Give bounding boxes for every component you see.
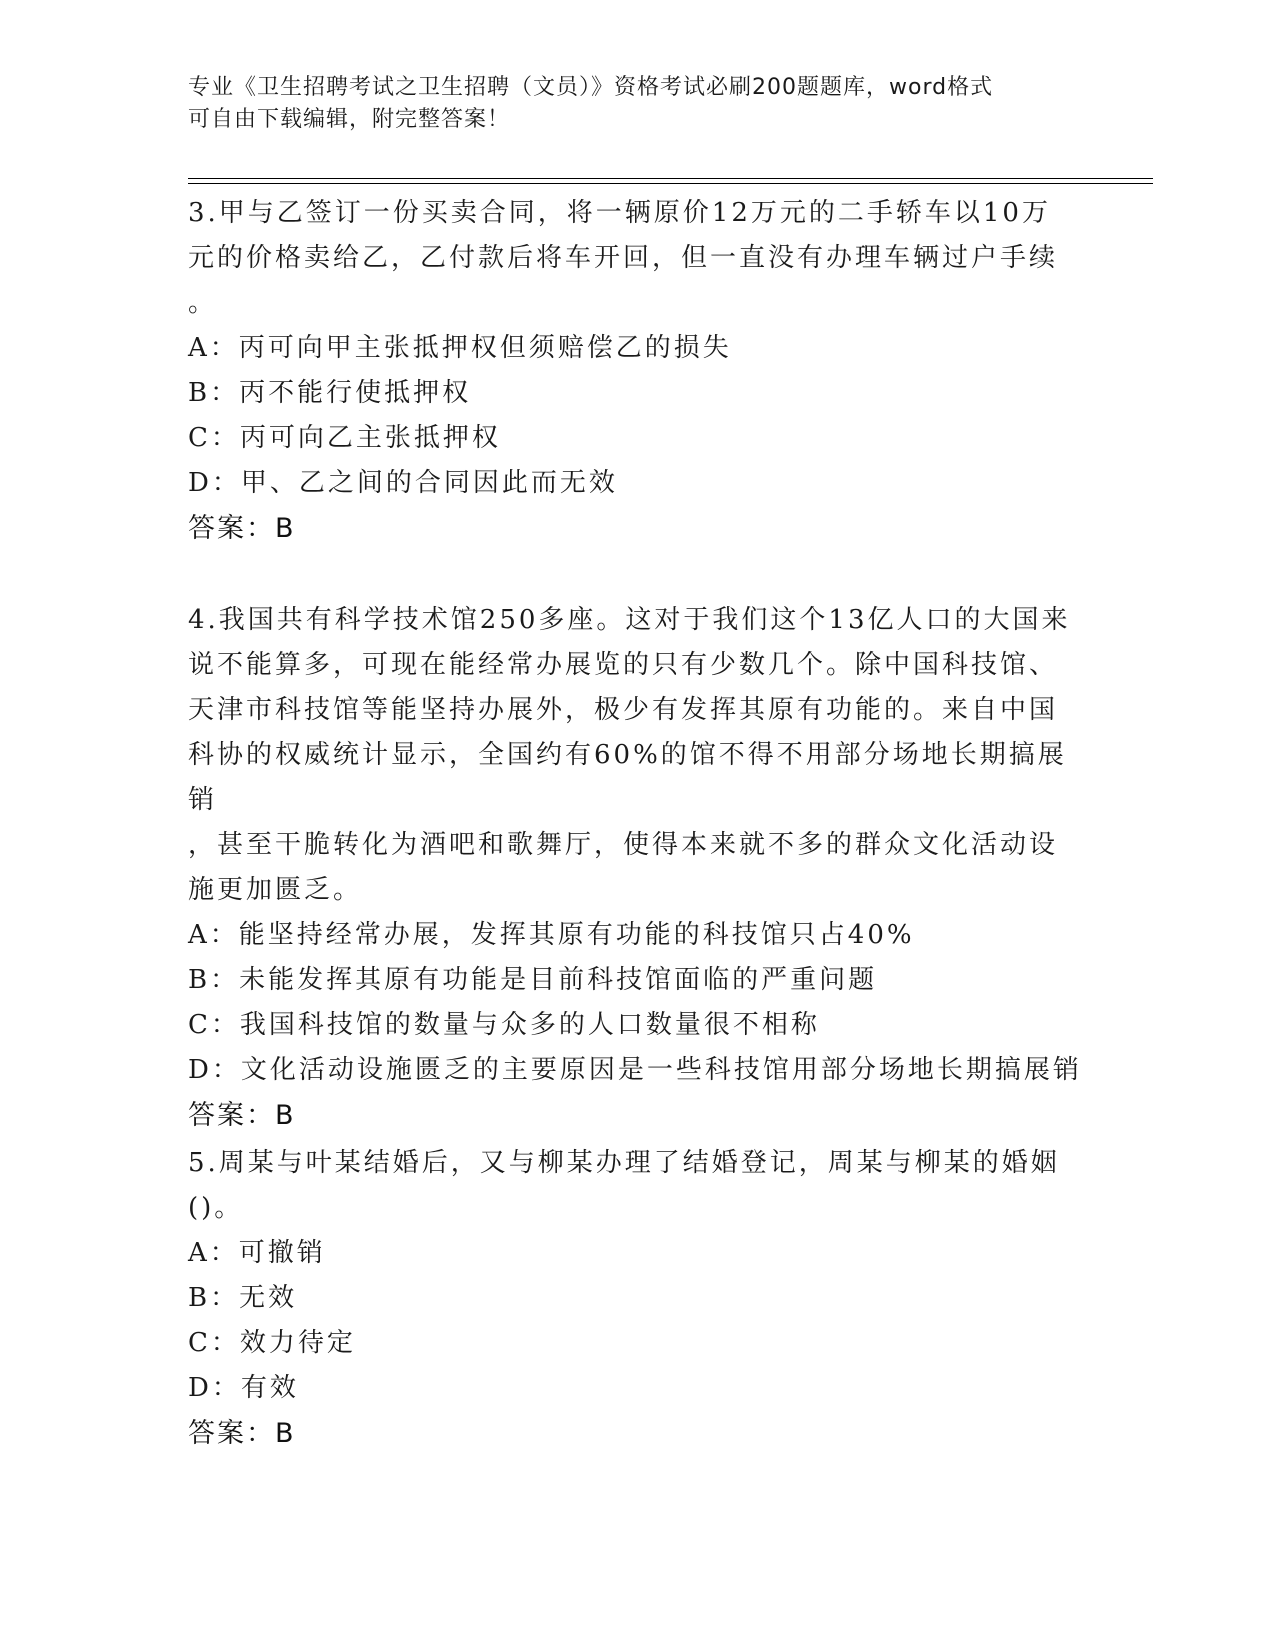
question-stem-line: ，甚至干脆转化为酒吧和歌舞厅，使得本来就不多的群众文化活动设 <box>188 830 1059 860</box>
header-divider-bottom <box>188 183 1153 184</box>
header-title-line-1: 专业《卫生招聘考试之卫生招聘（文员）》资格考试必刷200题题库，word格式 <box>188 75 994 100</box>
option-c: C：我国科技馆的数量与众多的人口数量很不相称 <box>188 1010 820 1040</box>
document-header <box>188 72 1068 136</box>
question-stem-line: ()。 <box>188 1193 244 1223</box>
answer-line: 答案：B <box>188 513 296 544</box>
option-d: D：文化活动设施匮乏的主要原因是一些科技馆用部分场地长期搞展销 <box>188 1055 1082 1085</box>
option-d: D：甲、乙之间的合同因此而无效 <box>188 468 618 498</box>
option-c: C：效力待定 <box>188 1328 356 1358</box>
option-c: C：丙可向乙主张抵押权 <box>188 423 501 453</box>
option-a: A：丙可向甲主张抵押权但须赔偿乙的损失 <box>188 333 732 363</box>
question-stem-line: 科协的权威统计显示，全国约有60%的馆不得不用部分场地长期搞展销 <box>188 740 1067 815</box>
question-stem-line: 。 <box>188 288 218 318</box>
option-b: B：丙不能行使抵押权 <box>188 378 472 408</box>
question-stem-line: 天津市科技馆等能坚持办展外，极少有发挥其原有功能的。来自中国 <box>188 695 1059 725</box>
option-b: B：未能发挥其原有功能是目前科技馆面临的严重问题 <box>188 965 878 995</box>
question-stem-line: 3.甲与乙签订一份买卖合同，将一辆原价12万元的二手轿车以10万 <box>188 198 1051 228</box>
question-stem-line: 4.我国共有科学技术馆250多座。这对于我们这个13亿人口的大国来 <box>188 605 1071 635</box>
header-divider-top <box>188 178 1153 179</box>
option-a: A：能坚持经常办展，发挥其原有功能的科技馆只占40% <box>188 920 915 950</box>
option-d: D：有效 <box>188 1373 299 1403</box>
option-a: A：可撤销 <box>188 1238 326 1268</box>
question-stem-line: 5.周某与叶某结婚后，又与柳某办理了结婚登记，周某与柳某的婚姻 <box>188 1148 1060 1178</box>
question-stem-line: 说不能算多，可现在能经常办展览的只有少数几个。除中国科技馆、 <box>188 650 1059 680</box>
header-title-line-2: 可自由下载编辑，附完整答案！ <box>188 107 511 132</box>
answer-line: 答案：B <box>188 1100 296 1131</box>
question-5 <box>188 1141 1088 1456</box>
option-b: B：无效 <box>188 1283 298 1313</box>
question-stem-line: 元的价格卖给乙，乙付款后将车开回，但一直没有办理车辆过户手续 <box>188 243 1059 273</box>
question-4 <box>188 598 1088 1138</box>
question-stem-line: 施更加匮乏。 <box>188 875 363 905</box>
question-3 <box>188 191 1088 551</box>
answer-line: 答案：B <box>188 1418 296 1449</box>
